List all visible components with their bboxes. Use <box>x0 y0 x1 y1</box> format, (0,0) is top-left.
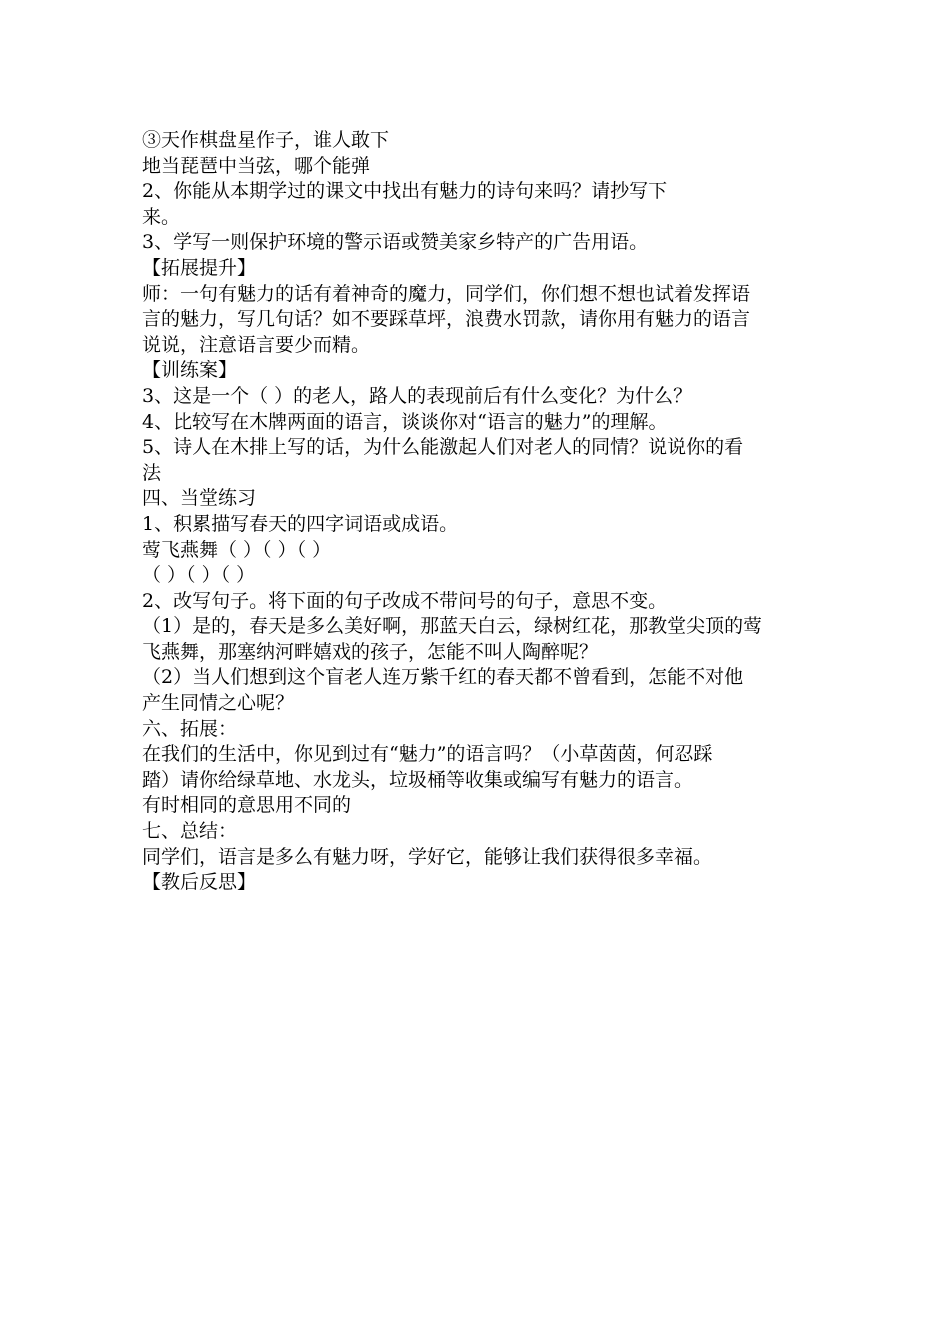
text-line: 踏）请你给绿草地、水龙头，垃圾桶等收集或编写有魅力的语言。 <box>142 768 694 791</box>
text-line: 法 <box>142 461 162 484</box>
fill-blank-line: （ ）（ ）（ ） <box>142 564 256 587</box>
text-line: 有时相同的意思用不同的 <box>142 794 352 817</box>
text-line: 在我们的生活中，你见到过有“魅力”的语言吗？（小草茵茵，何忍踩 <box>142 743 713 766</box>
text-line: 同学们，语言是多么有魅力呀，学好它，能够让我们获得很多幸福。 <box>142 845 713 868</box>
section-heading: 【训练案】 <box>142 359 238 382</box>
section-heading: 六、拓展： <box>142 717 238 740</box>
text-line: ③天作棋盘星作子，谁人敢下 <box>142 129 390 151</box>
text-line: 飞燕舞，那塞纳河畔嬉戏的孩子，怎能不叫人陶醉呢？ <box>142 640 599 663</box>
question-line: 5、诗人在木排上写的话，为什么能激起人们对老人的同情？说说你的看 <box>142 436 744 459</box>
question-line: 1、积累描写春天的四字词语或成语。 <box>142 512 459 535</box>
section-heading: 【教后反思】 <box>142 871 257 894</box>
question-line: 3、这是一个（ ）的老人，路人的表现前后有什么变化？为什么？ <box>142 384 693 407</box>
question-line: 2、改写句子。将下面的句子改成不带问号的句子，意思不变。 <box>142 589 668 612</box>
document-page <box>142 128 822 896</box>
text-line: 产生同情之心呢？ <box>142 692 295 715</box>
section-heading: 【拓展提升】 <box>142 256 257 279</box>
question-line: 2、你能从本期学过的课文中找出有魅力的诗句来吗？请抄写下 <box>142 180 668 203</box>
text-line: 地当琵琶中当弦，哪个能弹 <box>142 154 371 177</box>
section-heading: 七、总结： <box>142 820 238 843</box>
text-line: 师：一句有魅力的话有着神奇的魔力，同学们，你们想不想也试着发挥语 <box>142 282 751 305</box>
question-line: 4、比较写在木牌两面的语言，谈谈你对“语言的魅力”的理解。 <box>142 410 668 433</box>
text-line: （1）是的，春天是多么美好啊，那蓝天白云，绿树红花，那教堂尖顶的莺 <box>142 615 763 638</box>
text-line: （2）当人们想到这个盲老人连万紫千红的春天都不曾看到，怎能不对他 <box>142 666 744 689</box>
text-line: 言的魅力，写几句话？如不要踩草坪，浪费水罚款，请你用有魅力的语言 <box>142 308 751 331</box>
fill-blank-line: 莺飞燕舞（ ）（ ）（ ） <box>142 538 332 561</box>
section-heading: 四、当堂练习 <box>142 487 257 510</box>
text-line: 说说，注意语言要少而精。 <box>142 333 371 356</box>
question-line: 3、学写一则保护环境的警示语或赞美家乡特产的广告用语。 <box>142 231 649 254</box>
text-line: 来。 <box>142 205 181 228</box>
